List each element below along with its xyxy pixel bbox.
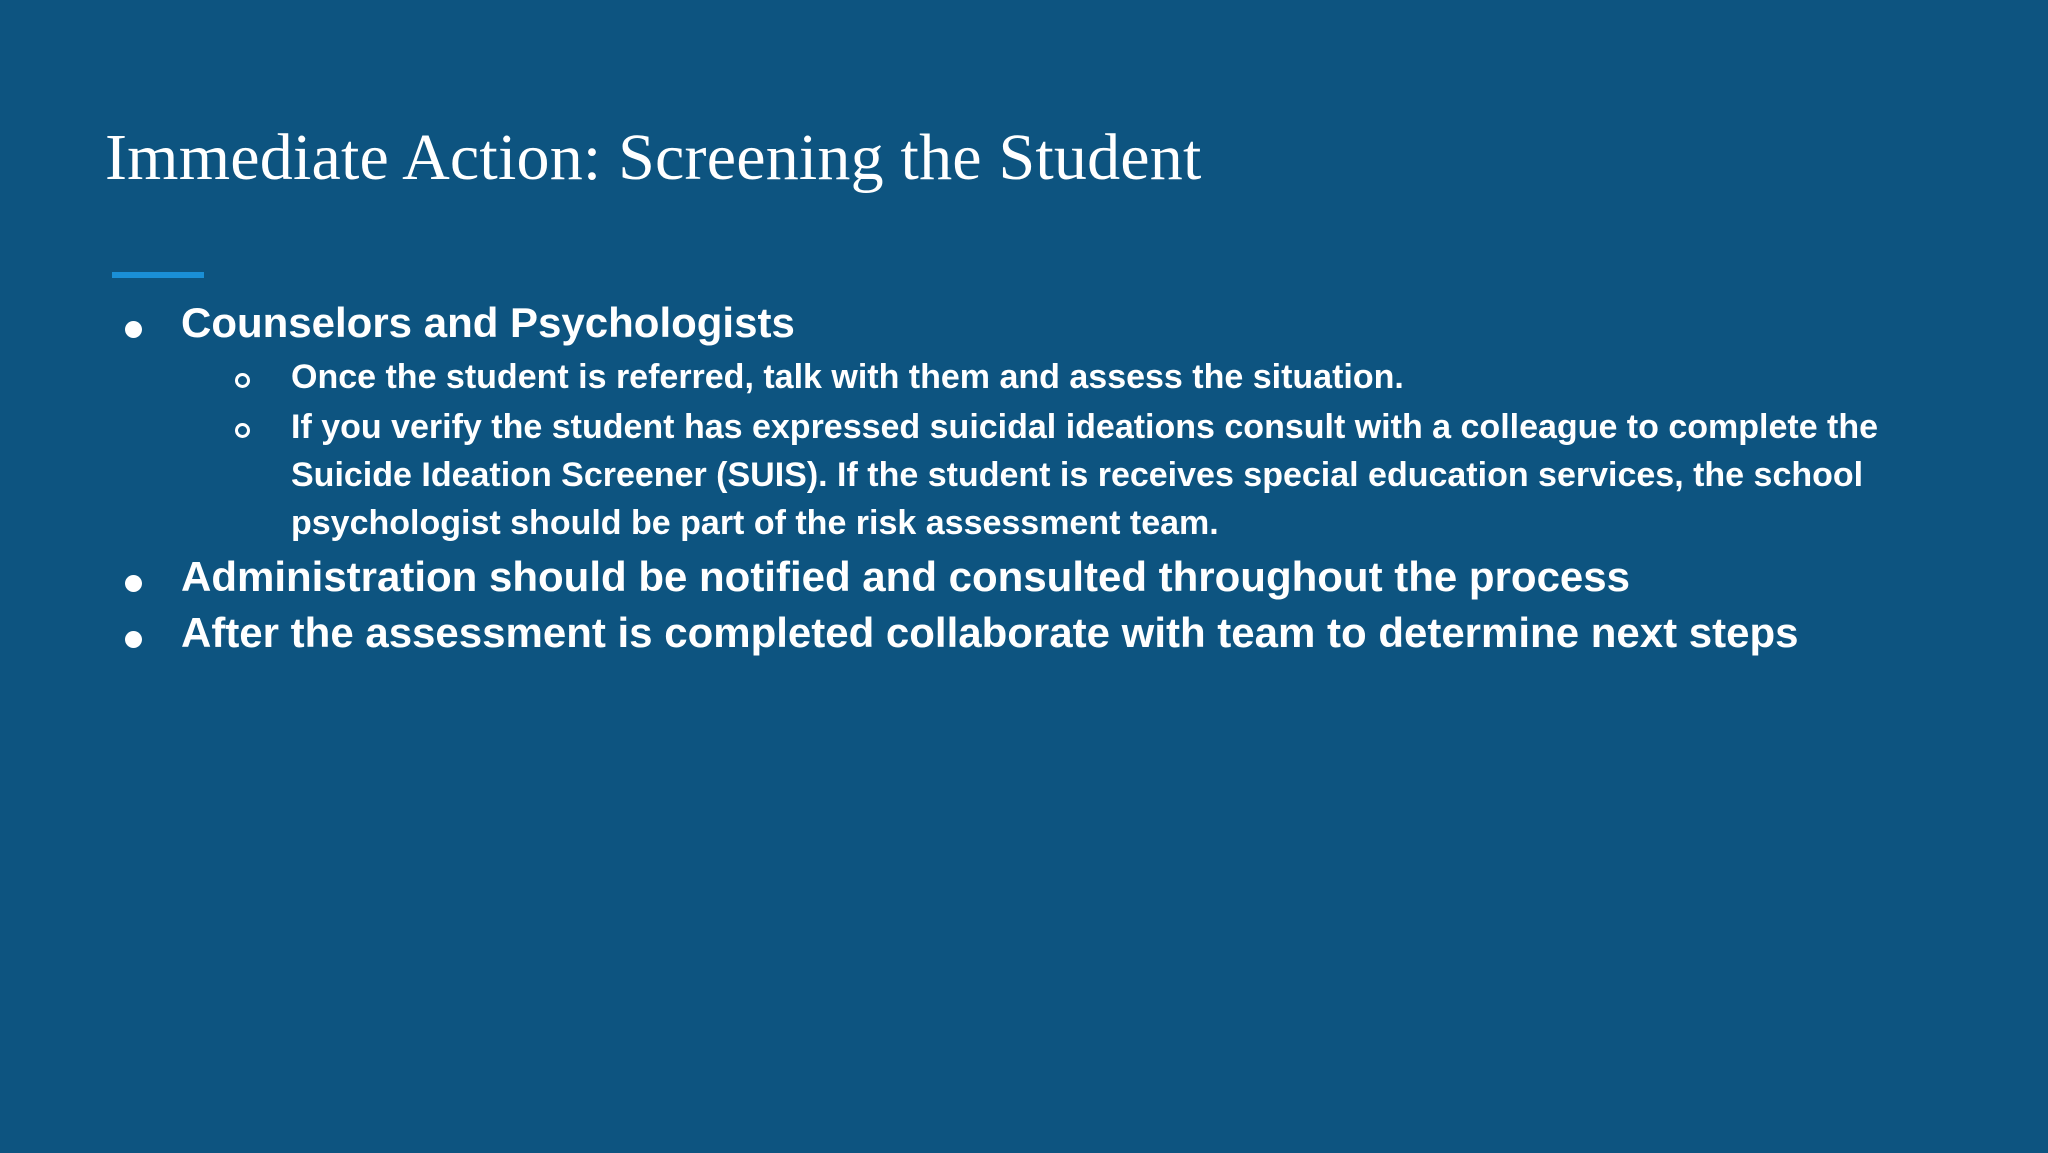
hollow-circle-icon — [235, 403, 291, 446]
bullet-list — [105, 296, 1985, 663]
list-item-label: Counselors and Psychologists — [181, 299, 795, 346]
list-item — [105, 296, 1985, 351]
list-item-label: Once the student is referred, talk with them and assess the situation. — [291, 357, 1404, 396]
filled-disc-icon — [125, 606, 181, 660]
list-item-label: After the assessment is completed collaborate with team to determine next steps — [181, 609, 1799, 657]
page-title: Immediate Action: Screening the Student — [105, 121, 1202, 194]
list-item-label: Administration should be notified and consulted throughout the process — [181, 552, 1630, 600]
filled-disc-icon — [125, 296, 181, 350]
list-item — [105, 606, 1985, 661]
hollow-circle-icon — [235, 353, 291, 396]
list-item — [105, 550, 1985, 605]
list-item-label: If you verify the student has expressed suicidal ideations consult with a colleague to complete the Suicide Ideation Screener (SUIS). If the student is receives special education services, the school psychologist should be part of the risk assessment team. — [291, 407, 1879, 543]
list-item — [105, 353, 1985, 401]
title-accent-rule — [112, 272, 204, 278]
list-item — [105, 403, 1985, 548]
filled-disc-icon — [125, 550, 181, 604]
